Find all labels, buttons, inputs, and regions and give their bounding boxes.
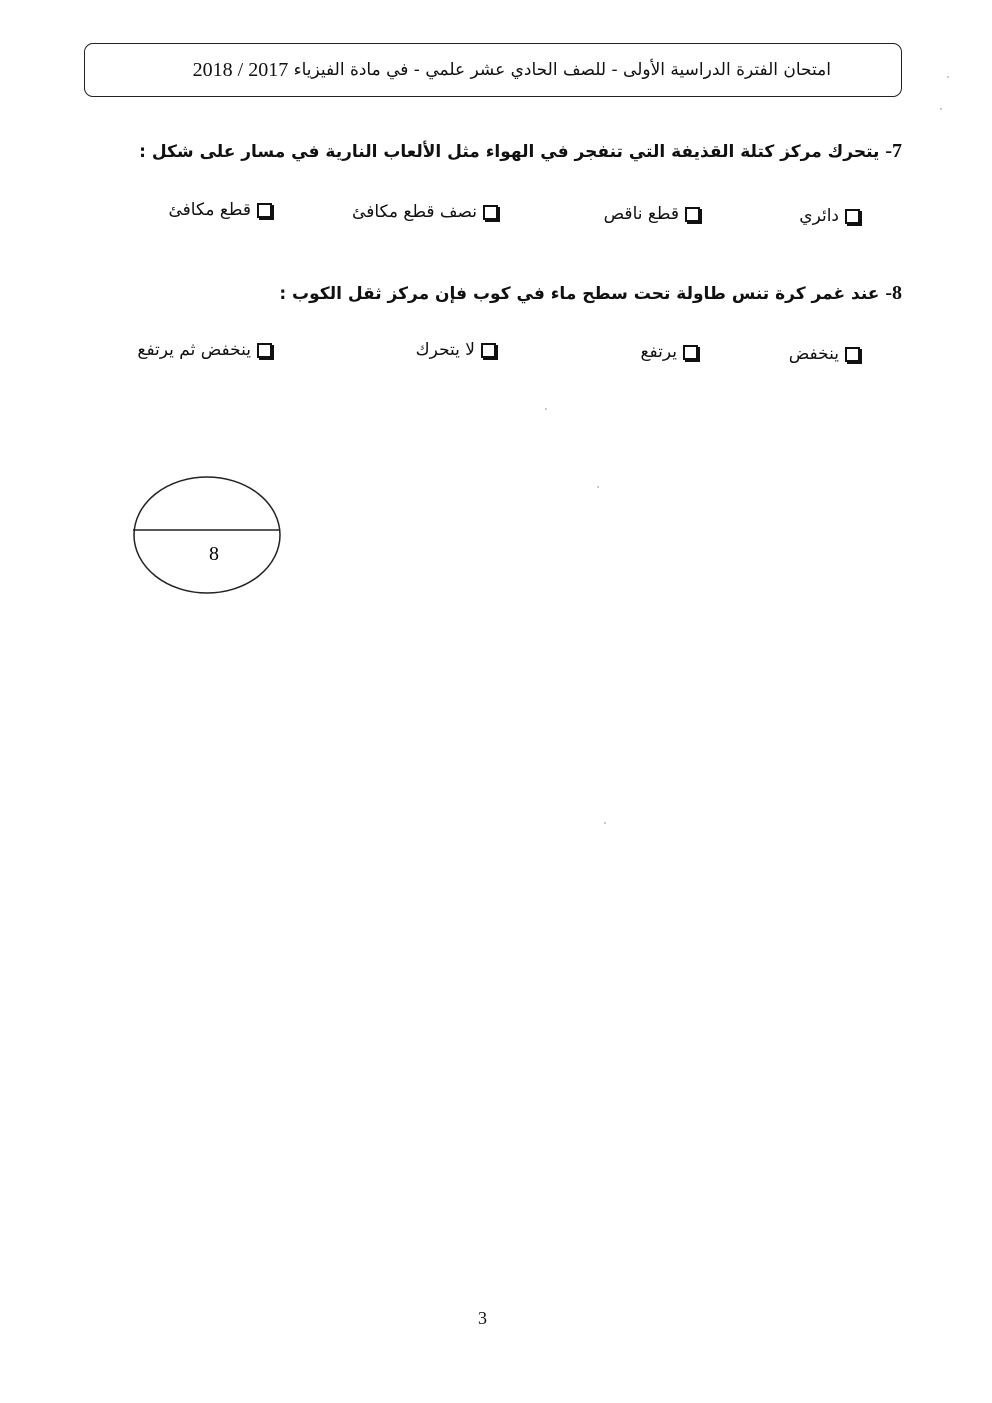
q8-option-2[interactable]	[641, 342, 699, 362]
scan-speck	[940, 108, 942, 110]
checkbox-icon[interactable]	[483, 205, 498, 220]
checkbox-icon[interactable]	[683, 345, 698, 360]
score-circle	[134, 477, 280, 593]
q8-option-3-label: لا يتحرك	[415, 340, 475, 360]
checkbox-icon[interactable]	[257, 203, 272, 218]
scan-speck	[545, 408, 547, 410]
checkbox-icon[interactable]	[685, 207, 700, 222]
q7-option-2-label: قطع ناقص	[603, 204, 679, 224]
exam-title: امتحان الفترة الدراسية الأولى - للصف الحادي عشر علمي - في مادة الفيزياء	[293, 60, 831, 80]
q7-option-1[interactable]	[799, 206, 860, 226]
q8-option-4[interactable]	[137, 340, 272, 360]
scan-speck	[604, 822, 606, 824]
q8-option-4-label: ينخفض ثم يرتفع	[137, 340, 251, 360]
question-8-text: عند غمر كرة تنس طاولة تحت سطح ماء في كوب فإن مركز ثقل الكوب :	[279, 284, 880, 304]
q7-option-3-label: نصف قطع مكافئ	[352, 202, 477, 222]
scan-speck	[597, 486, 599, 488]
q8-option-1[interactable]	[789, 344, 860, 364]
checkbox-icon[interactable]	[481, 343, 496, 358]
q8-option-3[interactable]	[416, 340, 496, 360]
q8-option-2-label: يرتفع	[640, 342, 677, 362]
score-label: 8	[209, 543, 219, 565]
question-8-number: 8-	[885, 282, 902, 304]
score-circle-figure	[130, 474, 286, 598]
page-number: 3	[478, 1308, 487, 1328]
q7-option-3[interactable]	[352, 202, 498, 222]
checkbox-icon[interactable]	[845, 209, 860, 224]
exam-year: 2018 / 2017	[192, 58, 289, 81]
scan-speck	[947, 76, 949, 78]
q8-option-1-label: ينخفض	[788, 344, 839, 364]
exam-header	[84, 43, 902, 97]
q7-option-2[interactable]	[604, 204, 700, 224]
checkbox-icon[interactable]	[845, 347, 860, 362]
question-7	[139, 140, 902, 163]
q7-option-4-label: قطع مكافئ	[168, 200, 251, 220]
question-8	[279, 282, 902, 305]
q7-option-4[interactable]	[169, 200, 273, 220]
checkbox-icon[interactable]	[257, 343, 272, 358]
question-7-number: 7-	[885, 140, 902, 162]
q7-option-1-label: دائري	[799, 206, 839, 226]
question-7-text: يتحرك مركز كتلة القذيفة التي تنفجر في الهواء مثل الألعاب النارية في مسار على شكل :	[139, 142, 880, 162]
